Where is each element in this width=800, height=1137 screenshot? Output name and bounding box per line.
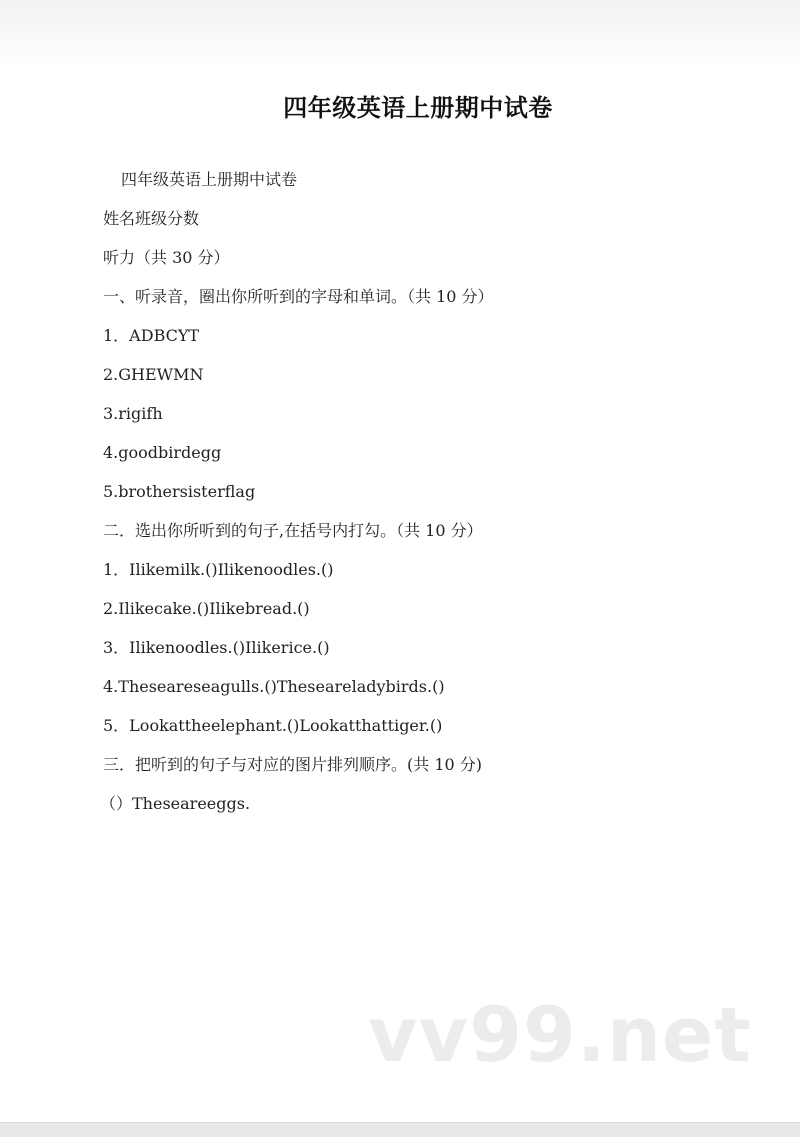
part-three-item-1: （）Theseareeggs. [100, 794, 251, 813]
part-one-item-5: 5.brothersisterflag [103, 482, 256, 501]
part-one-item-1: 1．ADBCYT [103, 326, 200, 345]
page-top-shade [0, 0, 800, 70]
part-two-item-1: 1．Ilikemilk.()Ilikenoodles.() [103, 560, 334, 579]
part-one-item-3: 3.rigifh [103, 404, 163, 423]
part-one-item-4: 4.goodbirdegg [103, 443, 222, 462]
watermark: vv99.net [368, 990, 752, 1079]
part-two-item-2: 2.Ilikecake.()Ilikebread.() [103, 599, 310, 618]
part-one-item-2: 2.GHEWMN [103, 365, 204, 384]
body-title-line: 四年级英语上册期中试卷 [121, 170, 298, 189]
listening-section-heading: 听力（共 30 分） [103, 248, 230, 267]
page-bottom-bar [0, 1122, 800, 1137]
part-two-item-4: 4.Theseareseagulls.()Theseareladybirds.() [103, 677, 445, 696]
part-two-item-3: 3．Ilikenoodles.()Ilikerice.() [103, 638, 330, 657]
part-one-instruction: 一、听录音，圈出你所听到的字母和单词。（共 10 分） [103, 287, 494, 306]
document-title: 四年级英语上册期中试卷 [283, 94, 553, 122]
part-two-instruction: 二．选出你所听到的句子,在括号内打勾。（共 10 分） [103, 521, 483, 540]
student-info-line: 姓名班级分数 [103, 209, 200, 228]
part-three-instruction: 三．把听到的句子与对应的图片排列顺序。(共 10 分) [103, 755, 483, 774]
document-body [100, 168, 763, 831]
part-two-item-5: 5．Lookattheelephant.()Lookatthattiger.() [103, 716, 443, 735]
